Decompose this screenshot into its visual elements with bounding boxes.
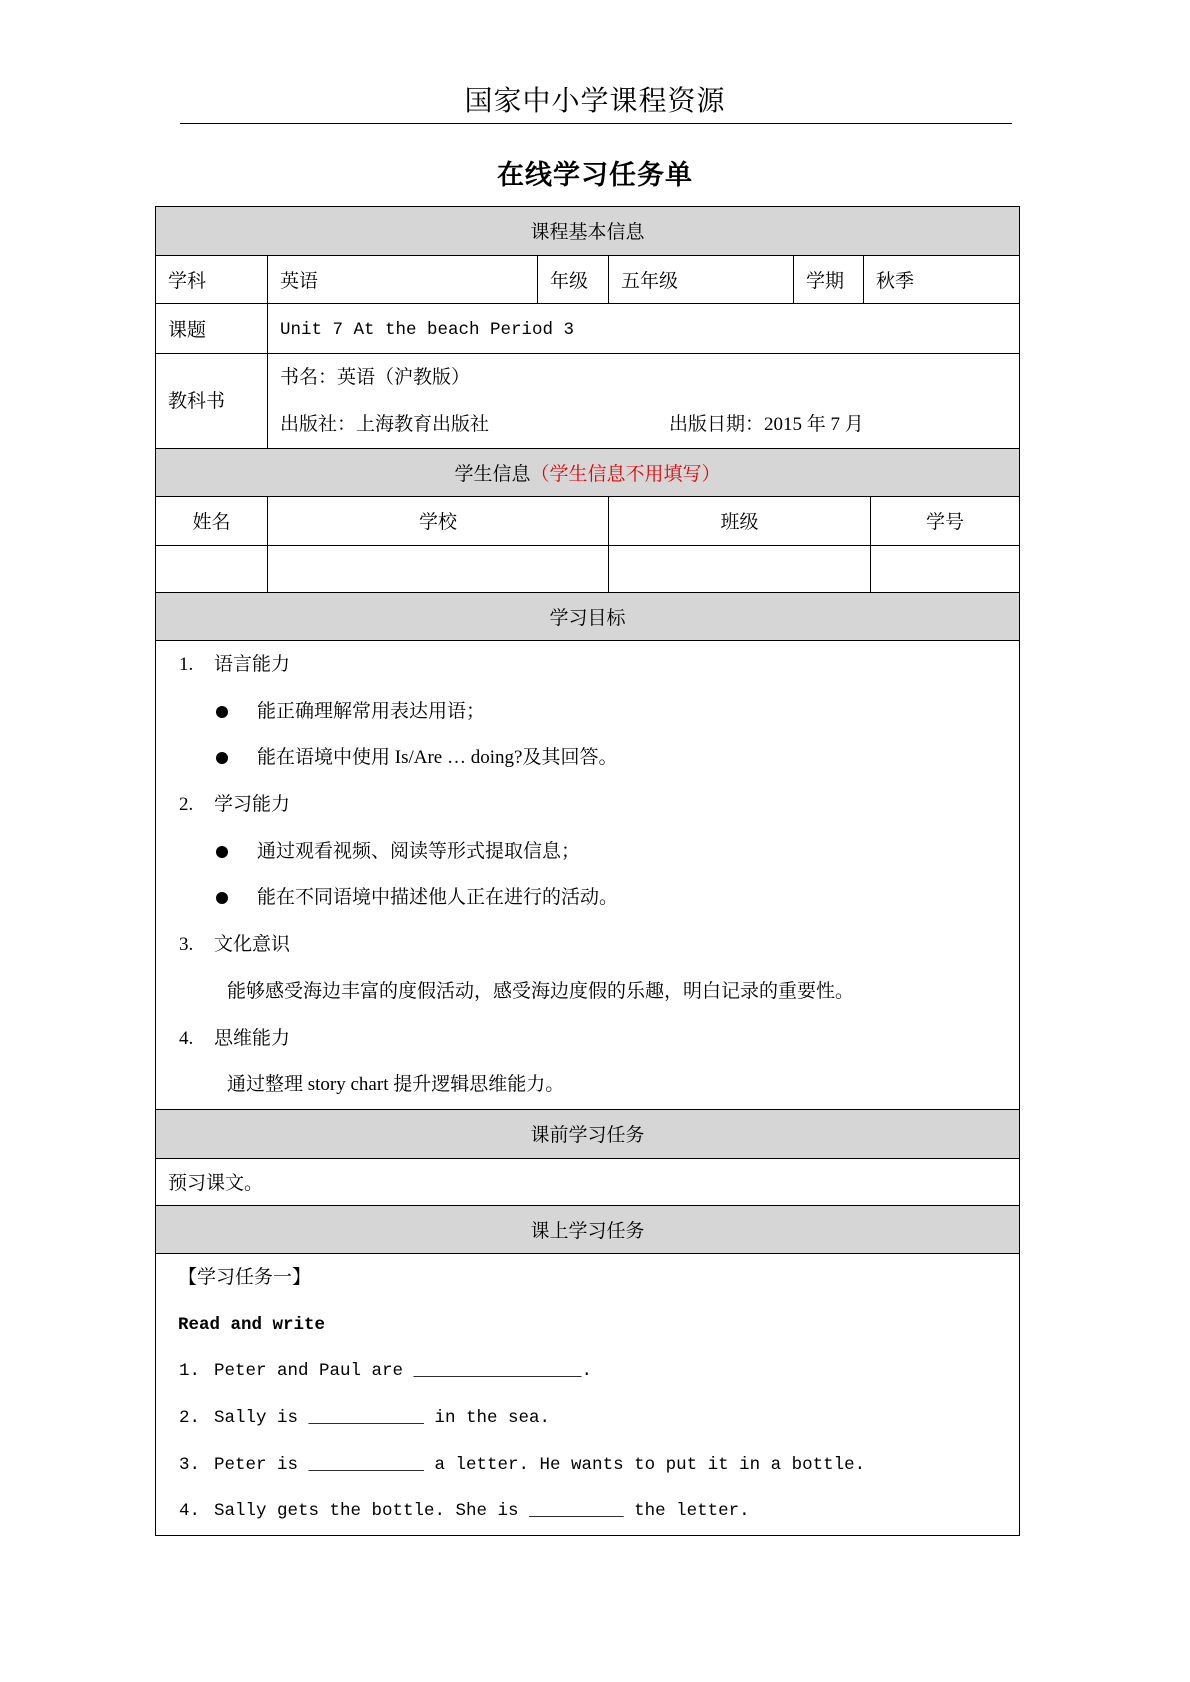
exercise-item bbox=[168, 1442, 1007, 1489]
term-label: 学期 bbox=[794, 255, 864, 304]
name-column-header: 姓名 bbox=[156, 497, 268, 546]
goal-bullet-text: 能正确理解常用表达用语； bbox=[257, 700, 486, 722]
subject-label: 学科 bbox=[156, 255, 268, 304]
student-info-title: 学生信息 bbox=[454, 464, 531, 485]
goals-heading: 学习目标 bbox=[156, 593, 1020, 641]
goal-bullet bbox=[168, 735, 1007, 782]
book-name: 书名：英语（沪教版） bbox=[280, 367, 471, 388]
goal-bullet bbox=[168, 875, 1007, 922]
class-column-header: 班级 bbox=[609, 497, 871, 546]
topic-text: Unit 7 At the beach Period 3 bbox=[280, 319, 575, 340]
goal-paragraph-text: 能够感受海边丰富的度假活动，感受海边度假的乐趣，明白记录的重要性。 bbox=[227, 980, 855, 1002]
goal-title: 文化意识 bbox=[214, 934, 291, 956]
exercise-number: 4. bbox=[179, 1501, 201, 1522]
goal-bullet bbox=[168, 689, 1007, 736]
goal-item bbox=[168, 1016, 1007, 1063]
grade-label: 年级 bbox=[538, 255, 609, 304]
bullet-icon bbox=[216, 892, 228, 904]
term-value: 秋季 bbox=[864, 255, 1020, 304]
activity-line bbox=[168, 1302, 1007, 1349]
goal-paragraph-text: 通过整理 story chart 提升逻辑思维能力。 bbox=[227, 1074, 565, 1096]
student-info-note: （学生信息不用填写） bbox=[530, 464, 721, 485]
exercise-item bbox=[168, 1488, 1007, 1535]
name-cell bbox=[156, 545, 268, 593]
exercise-item bbox=[168, 1395, 1007, 1442]
goal-bullet-text: 能在语境中使用 Is/Are … doing?及其回答。 bbox=[257, 747, 618, 769]
pre-class-heading: 课前学习任务 bbox=[156, 1109, 1020, 1158]
task-title: 【学习任务一】 bbox=[178, 1266, 312, 1288]
goal-title: 思维能力 bbox=[214, 1027, 291, 1049]
goal-number: 1. bbox=[179, 654, 194, 675]
exercise-text: Peter and Paul are ________________. bbox=[214, 1361, 593, 1382]
goal-number: 3. bbox=[179, 934, 194, 956]
exercise-text: Sally is ___________ in the sea. bbox=[214, 1407, 551, 1428]
goals-content bbox=[156, 641, 1020, 1110]
student-id-cell bbox=[871, 545, 1020, 593]
textbook-details bbox=[268, 354, 1020, 449]
goal-bullet-text: 能在不同语境中描述他人正在进行的活动。 bbox=[257, 887, 619, 909]
task-sheet-table bbox=[155, 206, 1020, 1536]
publication-line bbox=[280, 401, 1007, 448]
exercise-number: 2. bbox=[179, 1407, 201, 1428]
goal-paragraph bbox=[168, 1062, 1007, 1109]
topic-value bbox=[268, 304, 1020, 354]
exercise-item bbox=[168, 1348, 1007, 1395]
grade-value: 五年级 bbox=[609, 255, 794, 304]
in-class-content bbox=[156, 1253, 1020, 1535]
goal-title: 语言能力 bbox=[214, 654, 291, 675]
goal-title: 学习能力 bbox=[214, 794, 291, 816]
publisher: 出版社：上海教育出版社 bbox=[280, 414, 490, 435]
goal-item bbox=[168, 922, 1007, 969]
school-column-header: 学校 bbox=[268, 497, 609, 546]
class-cell bbox=[609, 545, 871, 593]
school-cell bbox=[268, 545, 609, 593]
bullet-icon bbox=[216, 706, 228, 718]
bullet-icon bbox=[216, 752, 228, 764]
bullet-icon bbox=[216, 846, 228, 858]
publish-date: 出版日期：2015 年 7 月 bbox=[669, 414, 864, 435]
activity-title: Read and write bbox=[178, 1314, 326, 1335]
exercise-text: Sally gets the bottle. She is _________ the letter. bbox=[214, 1501, 750, 1522]
goal-paragraph bbox=[168, 969, 1007, 1016]
goal-number: 2. bbox=[179, 794, 194, 816]
exercise-text: Peter is ___________ a letter. He wants to put it in a bottle. bbox=[214, 1454, 866, 1475]
task-title-line bbox=[168, 1255, 1007, 1302]
in-class-heading: 课上学习任务 bbox=[156, 1205, 1020, 1253]
textbook-label: 教科书 bbox=[156, 354, 268, 449]
site-title: 国家中小学课程资源 bbox=[464, 86, 726, 117]
exercise-number: 3. bbox=[179, 1454, 201, 1475]
goal-number: 4. bbox=[179, 1027, 194, 1049]
goal-item bbox=[168, 782, 1007, 829]
goal-bullet bbox=[168, 829, 1007, 876]
exercise-number: 1. bbox=[179, 1361, 201, 1382]
document-title: 在线学习任务单 bbox=[497, 160, 693, 190]
goal-item bbox=[168, 642, 1007, 689]
header-divider bbox=[180, 123, 1012, 124]
course-info-heading: 课程基本信息 bbox=[156, 207, 1020, 256]
goal-bullet-text: 通过观看视频、阅读等形式提取信息； bbox=[257, 840, 581, 862]
topic-label: 课题 bbox=[156, 304, 268, 354]
pre-class-content: 预习课文。 bbox=[156, 1158, 1020, 1205]
student-id-column-header: 学号 bbox=[871, 497, 1020, 546]
subject-value: 英语 bbox=[268, 255, 538, 304]
student-info-heading bbox=[156, 449, 1020, 497]
